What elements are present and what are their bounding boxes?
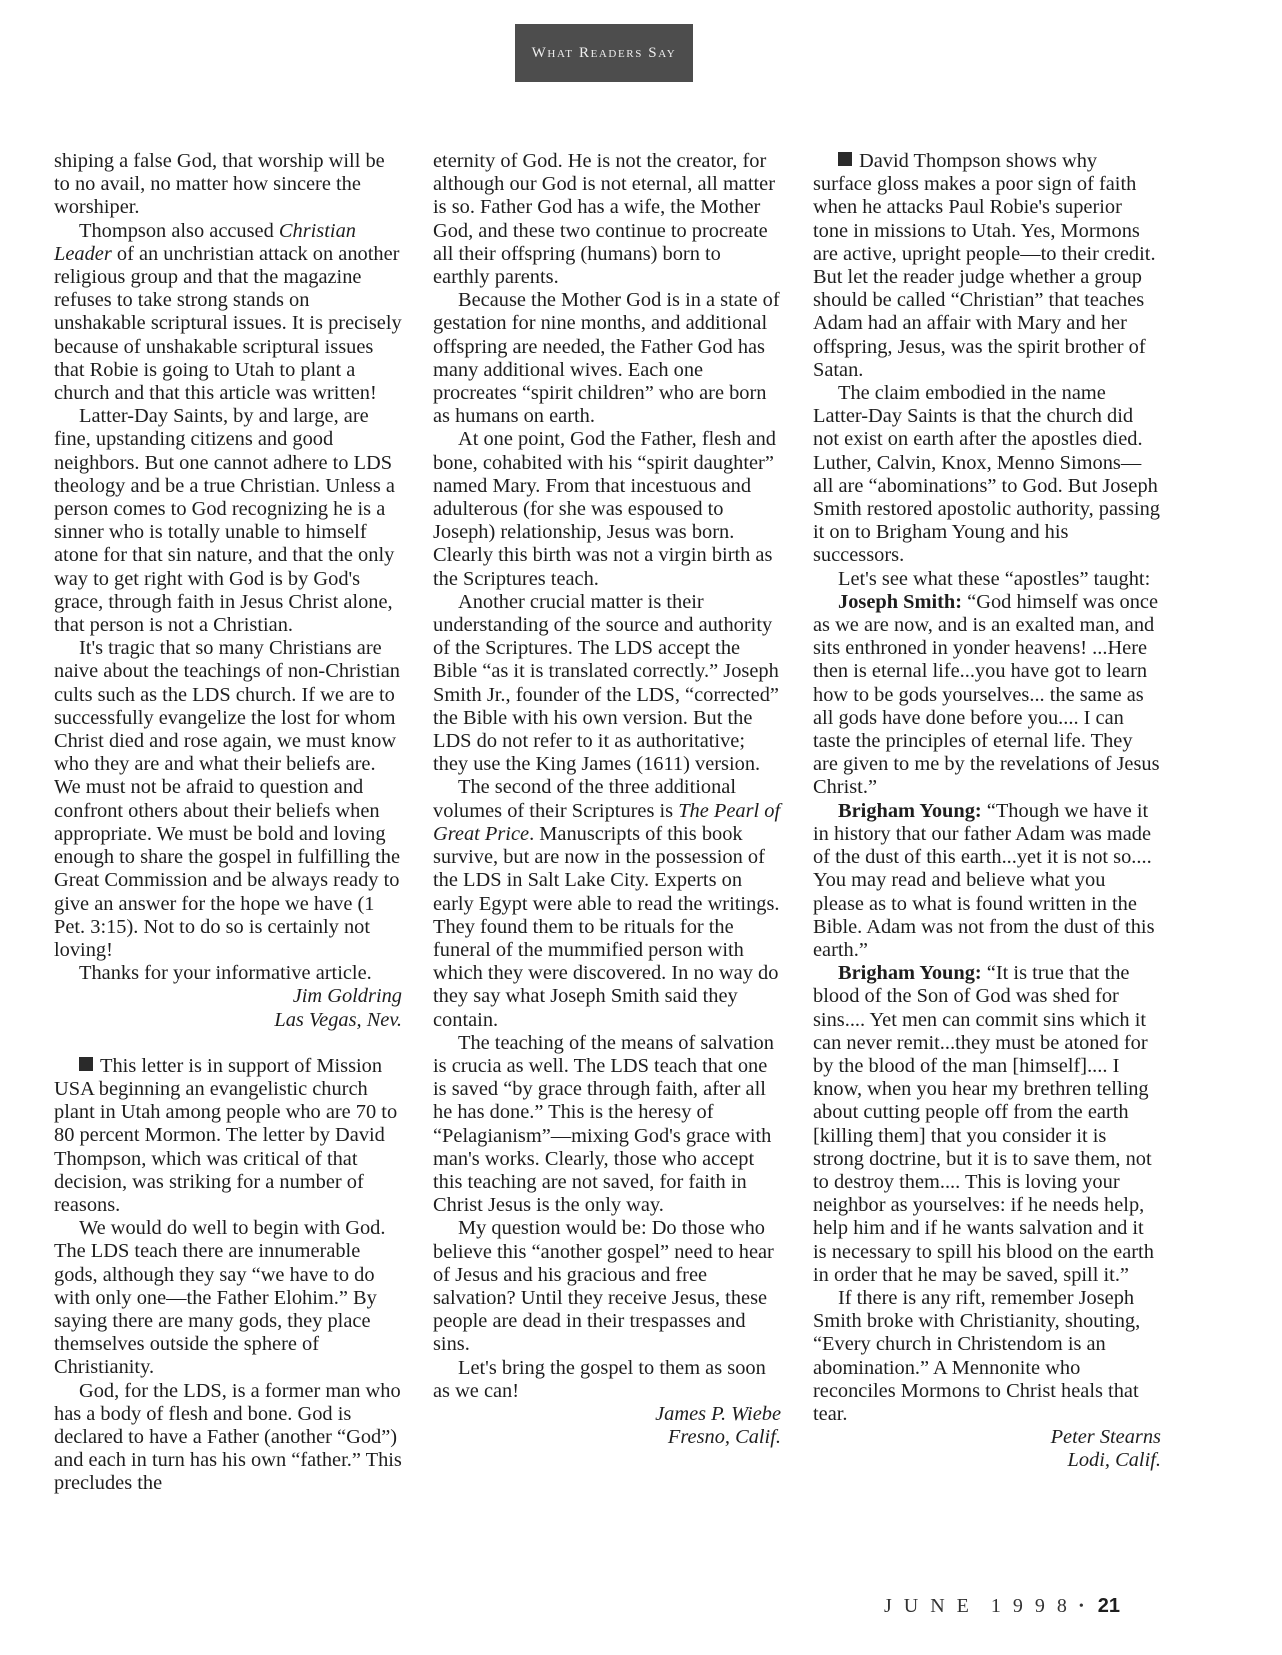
paragraph bbox=[54, 1055, 402, 1217]
paragraph: The claim embodied in the name Latter-Day Saints is that the church did not exist on earth after the apostles died. Luther, Calvin, Knox, Menno Simons—all are “abominations” to God. But Joseph Smith restored apostolic authority, passing it on to Brigham Young and his successors. bbox=[813, 382, 1160, 567]
paragraph bbox=[433, 776, 781, 1031]
paragraph bbox=[813, 150, 1161, 382]
column-right bbox=[813, 150, 1161, 1473]
paragraph: shiping a false God, that worship will be to no avail, no matter how sincere the worshiper. bbox=[54, 150, 385, 219]
signature-place: Fresno, Calif. bbox=[667, 1426, 781, 1449]
signature-place: Las Vegas, Nev. bbox=[274, 1008, 402, 1031]
paragraph: At one point, God the Father, flesh and bone, cohabited with his “spirit daughter” named Mary. From that incestuous and adulterous (for she was espoused to Joseph) relationship, Jesus was born. Clearly this birth was not a virgin birth as the Scriptures teach. bbox=[433, 428, 777, 590]
issue-year: 1998 bbox=[990, 1595, 1079, 1617]
text-run: The second of the three additional volumes of their Scriptures is bbox=[433, 776, 737, 822]
paragraph: We would do well to begin with God. The LDS teach there are innumerable gods, although they say “we have to do with only one—the Father Elohim.” By saying there are many gods, they place themselves outside the sphere of Christianity. bbox=[54, 1217, 386, 1379]
speaker-name: Brigham Young: bbox=[838, 962, 982, 985]
separator-dot: • bbox=[1078, 1598, 1084, 1614]
quote-paragraph bbox=[813, 800, 1161, 962]
paragraph bbox=[54, 220, 402, 406]
section-tag: What Readers Say bbox=[515, 24, 693, 82]
paragraph: Because the Mother God is in a state of gestation for nine months, and additional offspring are needed, the Father God has many additional wives. Each one procreates “spirit children” who are born as humans on earth. bbox=[433, 289, 780, 428]
quote-paragraph bbox=[813, 591, 1161, 800]
text-run: This letter is in support of Mission USA beginning an evangelistic church plant in Utah among people who are 70 to 80 percent Mormon. The letter by David Thompson, which was critical of that decision, was striking for a number of reasons. bbox=[54, 1054, 398, 1216]
book-title: The Pearl of Great Price bbox=[433, 799, 781, 845]
issue-month: JUNE bbox=[884, 1595, 981, 1617]
paragraph: Another crucial matter is their understanding of the source and authority of the Scriptures. The LDS accept the Bible “as it is translated correctly.” Joseph Smith Jr., founder of the LDS, “corrected” the Bible with his own version. But the LDS do not refer to it as authoritative; they use the King James (1611) version. bbox=[433, 590, 779, 776]
text-run: Thompson also accused bbox=[79, 219, 279, 242]
signature-place: Lodi, Calif. bbox=[1067, 1449, 1161, 1472]
text-run: of an unchristian attack on another religious group and that the magazine refuses to take strong stands on unshakable scriptural issues. It is precisely because of unshakable scriptural issues that Robie is going to Utah to plant a church and that this article was written! bbox=[54, 242, 402, 405]
paragraph: God, for the LDS, is a former man who has a body of flesh and bone. God is declared to have a Father (another “God”) and each in turn has his own “father.” This precludes the bbox=[54, 1379, 402, 1495]
text-run: . Manuscripts of this book survive, but are now in the possession of the LDS in Salt Lake City. Experts on early Egypt were able to read the writings. They found them to be rituals for the funeral of the mummified person with which they were discovered. In no way do they say what Joseph Smith said they contain. bbox=[433, 822, 780, 1031]
page-footer bbox=[884, 1595, 1164, 1618]
speaker-name: Joseph Smith: bbox=[838, 590, 963, 613]
paragraph: My question would be: Do those who believe this “another gospel” need to hear of Jesus and his gracious and free salvation? Until they receive Jesus, these people are dead in their trespasses and sins. bbox=[433, 1217, 774, 1356]
page-number: 21 bbox=[1097, 1595, 1121, 1617]
text-run: David Thompson shows why surface gloss makes a poor sign of faith when he attacks Paul Robie's superior tone in missions to Utah. Yes, Mormons are active, upright people—to their credit. But let the reader judge whether a group should be called “Christian” that teaches Adam had an affair with Mary and her offspring, Jesus, was the spirit brother of Satan. bbox=[813, 150, 1156, 381]
paragraph: Let's see what these “apostles” taught: bbox=[838, 567, 1151, 590]
quote-text: “It is true that the blood of the Son of God was shed for sins.... Yet men can commit sins which it can never remit...they must be atoned for by the blood of the man [himself].... I know, when you hear my brethren telling about cutting people off from the earth [killing them] that you consider it is strong doctrine, but it is to save them, not to destroy them.... This is loving your neighbor as yourselves: if he needs help, help him and if he wants salvation and it is necessary to spill his blood on the earth in order that he may be saved, spill it.” bbox=[813, 962, 1154, 1286]
speaker-name: Brigham Young: bbox=[838, 799, 982, 822]
paragraph: It's tragic that so many Christians are naive about the teachings of non-Christian cults such as the LDS church. If we are to successfully evangelize the lost for whom Christ died and rose again, we must know who they are and what their beliefs are. We must not be afraid to question and confront others about their beliefs when appropriate. We must be bold and loving enough to share the gospel in fulfilling the Great Commission and be always ready to give an answer for the hope we have (1 Pet. 3:15). Not to do so is certainly not loving! bbox=[54, 637, 401, 961]
quote-text: “Though we have it in history that our father Adam was made of the dust of this earth...yet it is not so.... You may read and believe what you please as to what is found written in the Bible. Adam was not from the dust of this earth.” bbox=[813, 799, 1155, 961]
paragraph: Thanks for your informative article. bbox=[79, 962, 372, 985]
signature-name: Peter Stearns bbox=[1050, 1426, 1161, 1449]
quote-paragraph bbox=[813, 962, 1161, 1287]
paragraph: eternity of God. He is not the creator, for although our God is not eternal, all matter is so. Father God has a wife, the Mother God, and these two continue to procreate all their offspring (humans) born to earthly parents. bbox=[433, 150, 776, 289]
square-bullet-icon bbox=[838, 152, 852, 166]
paragraph: If there is any rift, remember Joseph Smith broke with Christianity, shouting, “Every church in Christendom is an abomination.” A Mennonite who reconciles Mormons to Christ heals that tear. bbox=[813, 1286, 1141, 1425]
paragraph: The teaching of the means of salvation is crucia as well. The LDS teach that one is saved “by grace through faith, after all he has done.” This is the heresy of “Pelagianism”—mixing God's grace with man's works. Clearly, those who accept this teaching are not saved, for faith in Christ Jesus is the only way. bbox=[433, 1031, 774, 1217]
column-middle bbox=[433, 150, 781, 1449]
publication-title: Christian Leader bbox=[54, 219, 356, 265]
paragraph: Let's bring the gospel to them as soon as we can! bbox=[433, 1356, 766, 1402]
signature-name: Jim Goldring bbox=[292, 985, 402, 1008]
square-bullet-icon bbox=[79, 1057, 93, 1071]
column-left bbox=[54, 150, 402, 1496]
quote-text: “God himself was once as we are now, and is an exalted man, and sits enthroned in yonder heavens! ...Here then is eternal life...you have got to learn how to be gods yourselves... the same as all gods have done before you.... I can taste the principles of eternal life. They are given to me by the revelations of Jesus Christ.” bbox=[813, 590, 1160, 799]
signature-name: James P. Wiebe bbox=[655, 1402, 781, 1425]
paragraph: Latter-Day Saints, by and large, are fine, upstanding citizens and good neighbors. But one cannot adhere to LDS theology and be a true Christian. Unless a person comes to God recognizing he is a sinner who is totally unable to himself atone for that sin nature, and that the only way to get right with God is by God's grace, through faith in Jesus Christ alone, that person is not a Christian. bbox=[54, 405, 395, 637]
